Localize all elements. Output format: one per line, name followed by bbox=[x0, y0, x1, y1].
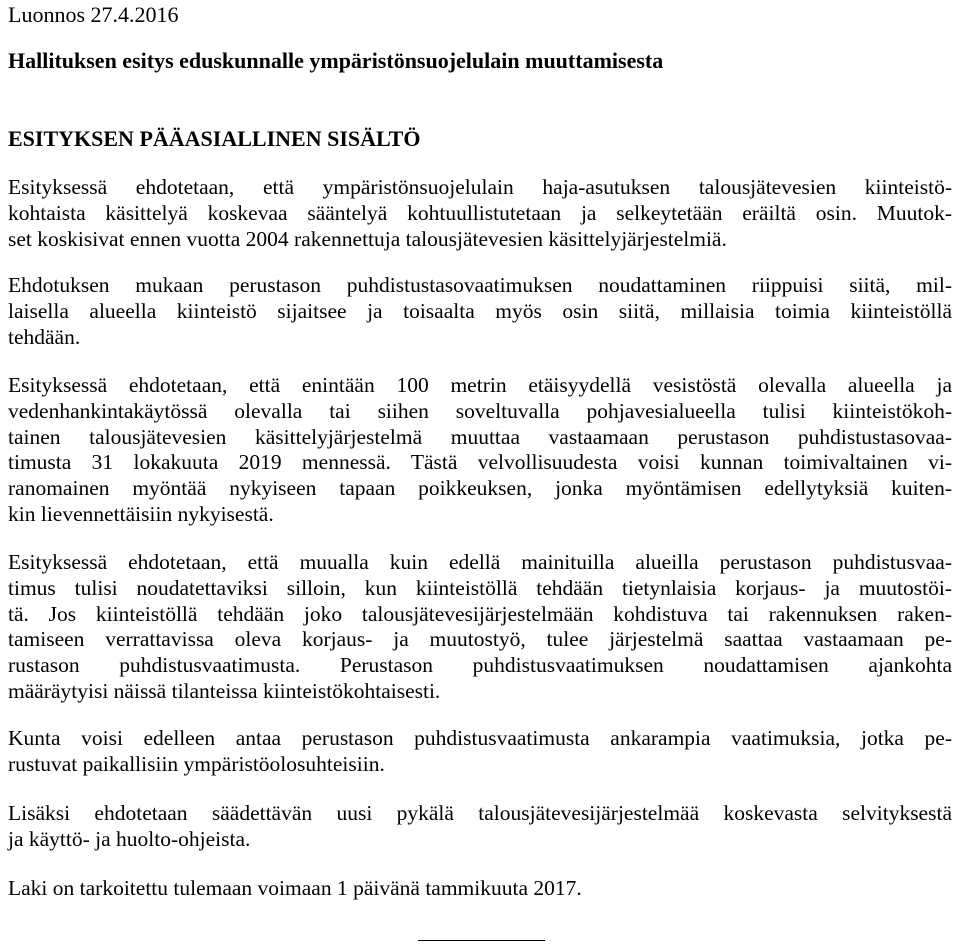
paragraph-line: ranomainen myöntää nykyiseen tapaan poikkeuksen, jonka myöntämisen edellytyksiä kuiten- bbox=[8, 476, 952, 501]
paragraph-line: rustuvat paikallisiin ympäristöolosuhteisiin. bbox=[8, 751, 385, 776]
paragraph-line: Esityksessä ehdotetaan, että enintään 100 metrin etäisyydellä vesistöstä olevalla alueella ja bbox=[8, 373, 952, 397]
paragraph-line: Esityksessä ehdotetaan, että ympäristönsuojelulain haja-asutuksen talousjätevesien kiinteistö- bbox=[8, 175, 952, 199]
paragraph-line: tä. Jos kiinteistöllä tehdään joko talousjätevesijärjestelmään kohdistuva tai rakennuksen raken- bbox=[8, 601, 952, 626]
paragraph-line: Lisäksi ehdotetaan säädettävän uusi pykälä talousjätevesijärjestelmää koskevasta selvityksestä bbox=[8, 801, 952, 825]
draft-date: Luonnos 27.4.2016 bbox=[8, 2, 179, 27]
paragraph-line: tainen talousjätevesien käsittelyjärjestelmä muuttaa vastaamaan perustason puhdistustasovaa- bbox=[8, 424, 952, 449]
paragraph-line: Laki on tarkoitettu tulemaan voimaan 1 päivänä tammikuuta 2017. bbox=[8, 876, 582, 900]
paragraph-line: set koskisivat ennen vuotta 2004 rakennettuja talousjätevesien käsittelyjärjestelmiä. bbox=[8, 226, 727, 251]
paragraph-line: timusta 31 lokakuuta 2019 mennessä. Tästä velvollisuudesta voisi kunnan toimivaltainen vi- bbox=[8, 450, 952, 475]
paragraph-2 bbox=[8, 273, 952, 350]
paragraph-line: Esityksessä ehdotetaan, että muualla kuin edellä mainituilla alueilla perustason puhdistusvaa- bbox=[8, 550, 952, 574]
paragraph-line: tamiseen verrattavissa oleva korjaus- ja muutostyö, tulee järjestelmä saattaa vastaamaan pe- bbox=[8, 627, 952, 652]
paragraph-line: laisella alueella kiinteistö sijaitsee ja toisaalta myös osin siitä, millaisia toimia kiinteistöllä bbox=[8, 298, 952, 323]
paragraph-6 bbox=[8, 801, 952, 853]
end-separator-line bbox=[418, 940, 545, 941]
paragraph-5 bbox=[8, 726, 952, 778]
paragraph-line: määräytyisi näissä tilanteissa kiinteistökohtaisesti. bbox=[8, 678, 441, 703]
section-heading: ESITYKSEN PÄÄASIALLINEN SISÄLTÖ bbox=[8, 126, 421, 151]
paragraph-line: rustason puhdistusvaatimusta. Perustason puhdistusvaatimuksen noudattamisen ajankohta bbox=[8, 653, 952, 678]
paragraph-line: kin lievennettäisiin nykyisestä. bbox=[8, 501, 274, 526]
paragraph-line: timus tulisi noudatettaviksi silloin, kun kiinteistöllä tehdään tietynlaisia korjaus- ja muutostöi- bbox=[8, 575, 952, 600]
paragraph-line: vedenhankintakäytössä olevalla tai siihen soveltuvalla pohjavesialueella tulisi kiinteistökoh- bbox=[8, 398, 952, 423]
document-title: Hallituksen esitys eduskunnalle ympäristönsuojelulain muuttamisesta bbox=[8, 48, 664, 73]
paragraph-line: Kunta voisi edelleen antaa perustason puhdistusvaatimusta ankarampia vaatimuksia, jotka pe- bbox=[8, 726, 952, 750]
paragraph-1 bbox=[8, 175, 952, 252]
paragraph-4 bbox=[8, 550, 952, 705]
paragraph-7 bbox=[8, 876, 952, 902]
paragraph-line: ja käyttö- ja huolto-ohjeista. bbox=[8, 826, 251, 851]
paragraph-line: kohtaista käsittelyä koskevaa sääntelyä kohtuullistutetaan ja selkeytetään eräiltä osin. Muutok- bbox=[8, 200, 952, 225]
paragraph-line: Ehdotuksen mukaan perustason puhdistustasovaatimuksen noudattaminen riippuisi siitä, mil- bbox=[8, 273, 952, 297]
paragraph-line: tehdään. bbox=[8, 324, 81, 349]
paragraph-3 bbox=[8, 373, 952, 528]
